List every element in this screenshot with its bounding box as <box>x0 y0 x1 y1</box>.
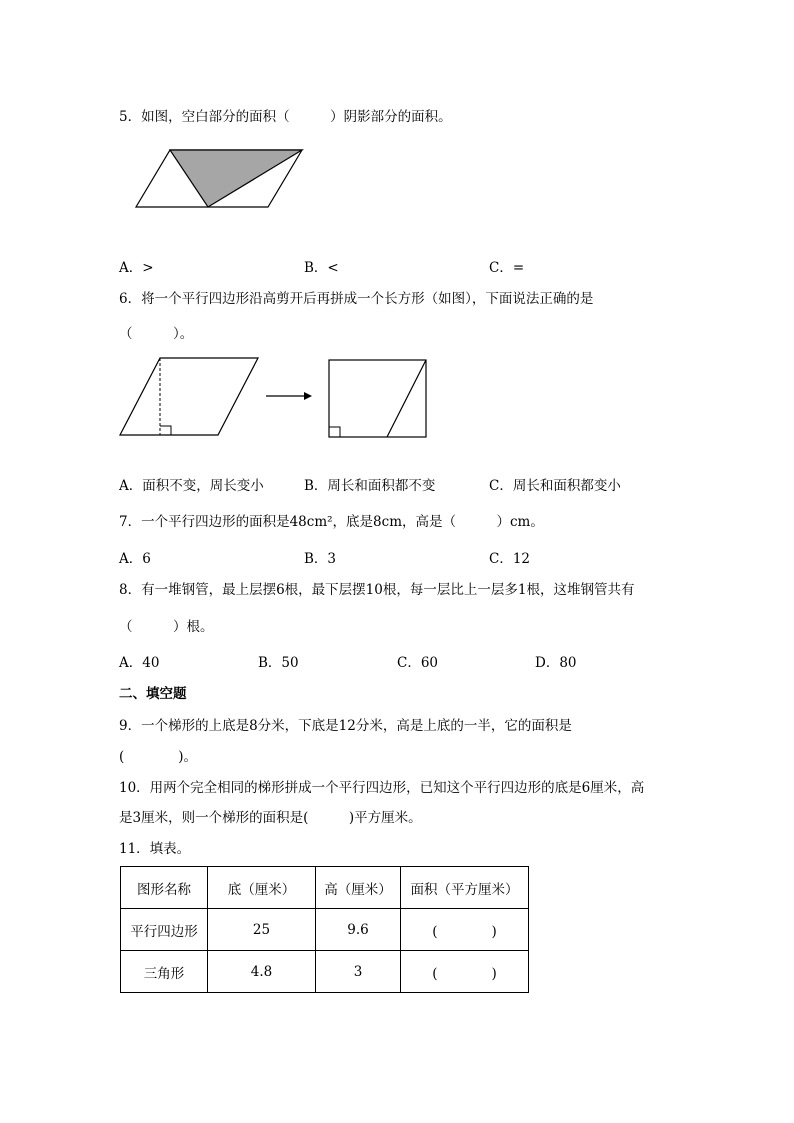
answer-blank[interactable]: ( ) <box>401 909 529 951</box>
q8-text-line1: 8．有一堆钢管，最上层摆6根，最下层摆10根，每一层比上一层多1根，这堆钢管共有 <box>119 582 635 598</box>
table-row <box>121 909 529 951</box>
fill-table <box>120 866 529 993</box>
q8-text-line2: （ ）根。 <box>119 619 214 635</box>
q9-text-line2: ( )。 <box>119 749 198 765</box>
table-cell: 4.8 <box>208 951 316 993</box>
q5-text: 5．如图，空白部分的面积（ ）阴影部分的面积。 <box>119 109 452 125</box>
q6-option-c: C．周长和面积都变小 <box>489 478 621 494</box>
table-header-cell: 底（厘米） <box>208 867 316 909</box>
table-cell: 3 <box>316 951 401 993</box>
q5-option-b: B．< <box>304 260 339 276</box>
table-header-row <box>121 867 529 909</box>
table-cell: 25 <box>208 909 316 951</box>
table-cell: 三角形 <box>121 951 208 993</box>
table-header-cell: 高（厘米） <box>316 867 401 909</box>
arrow-head-icon <box>304 392 312 400</box>
q5-option-a: A．> <box>119 260 154 276</box>
table-row <box>121 951 529 993</box>
answer-blank[interactable]: ( ) <box>401 951 529 993</box>
q6-text-line2: （ ）。 <box>119 326 194 342</box>
q6-option-a: A．面积不变，周长变小 <box>119 478 264 494</box>
table-header-cell: 图形名称 <box>121 867 208 909</box>
right-angle-mark-2 <box>329 427 340 437</box>
q6-option-b: B．周长和面积都不变 <box>304 478 436 494</box>
q5-option-c: C．= <box>489 260 525 276</box>
q10-text-line1: 10．用两个完全相同的梯形拼成一个平行四边形，已知这个平行四边形的底是6厘米，高 <box>119 780 645 796</box>
rectangle <box>329 360 426 437</box>
q10-text-line2: 是3厘米，则一个梯形的面积是( )平方厘米。 <box>119 810 422 826</box>
table-header-cell: 面积（平方厘米） <box>401 867 529 909</box>
section-title: 二、填空题 <box>119 686 187 702</box>
q8-option-a: A．40 <box>119 655 160 671</box>
table-cell: 9.6 <box>316 909 401 951</box>
q8-option-b: B．50 <box>258 655 299 671</box>
q8-option-c: C．60 <box>397 655 439 671</box>
q7-option-c: C．12 <box>489 551 531 567</box>
q7-option-a: A．6 <box>119 551 151 567</box>
q7-text: 7．一个平行四边形的面积是48cm²，底是8cm，高是（ ）cm。 <box>119 514 544 530</box>
q6-figure <box>118 355 433 440</box>
q5-figure <box>130 145 310 213</box>
q8-option-d: D．80 <box>535 655 577 671</box>
cut-line <box>387 360 426 437</box>
right-angle-mark <box>160 426 171 435</box>
q9-text-line1: 9．一个梯形的上底是8分米，下底是12分米，高是上底的一半，它的面积是 <box>119 718 572 734</box>
q7-option-b: B．3 <box>304 551 337 567</box>
q6-text-line1: 6．将一个平行四边形沿高剪开后再拼成一个长方形（如图），下面说法正确的是 <box>119 291 594 307</box>
table-cell: 平行四边形 <box>121 909 208 951</box>
q11-text: 11．填表。 <box>119 841 191 857</box>
parallelogram <box>120 358 258 435</box>
